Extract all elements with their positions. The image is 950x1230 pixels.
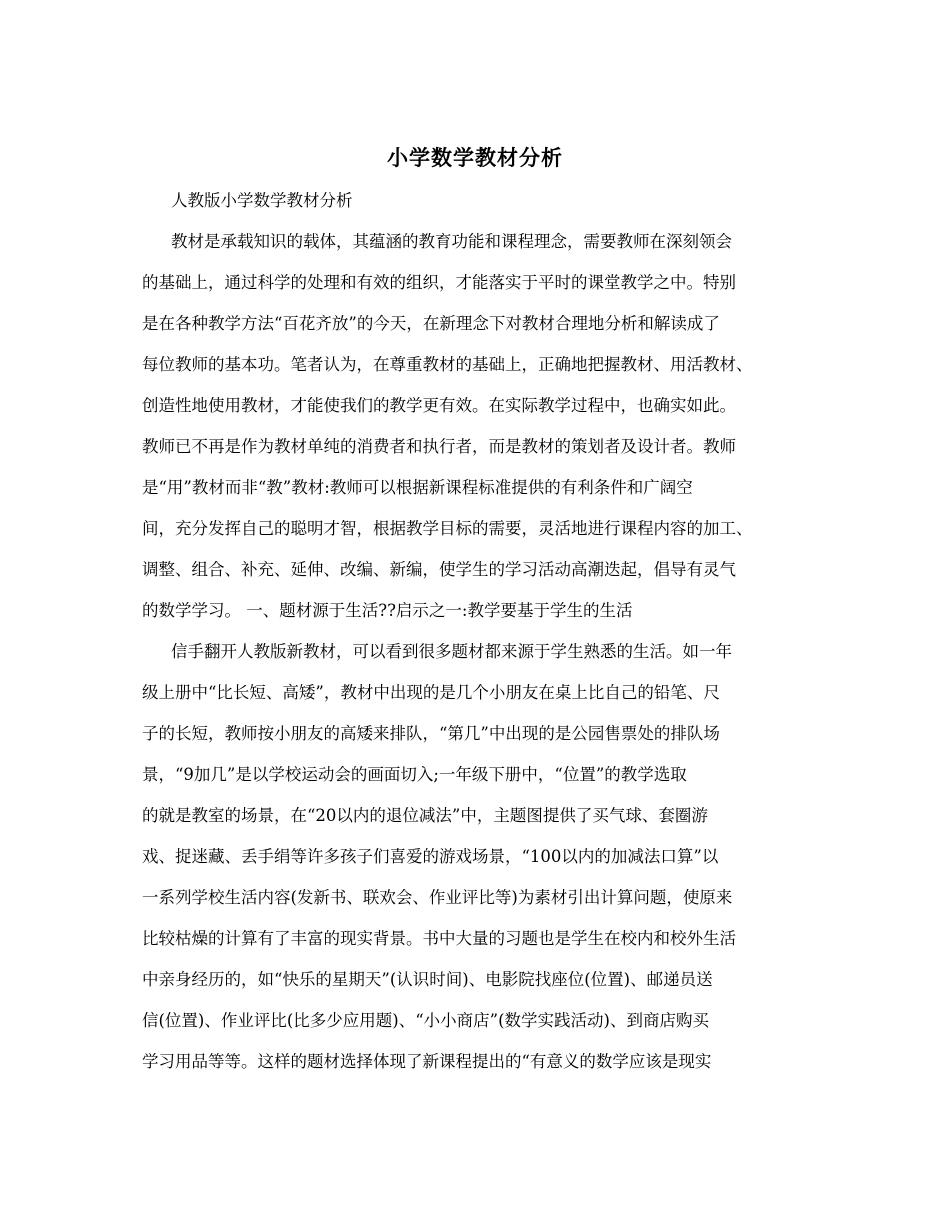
paragraph-line: 一系列学校生活内容(发新书、联欢会、作业评比等)为素材引出计算问题，使原来 (142, 888, 733, 907)
paragraph-line: 的就是教室的场景，在“20以内的退位减法”中，主题图提供了买气球、套圈游 (142, 806, 708, 825)
paragraph-line: 创造性地使用教材，才能使我们的教学更有效。在实际教学过程中，也确实如此。 (142, 396, 736, 415)
paragraph-line: 信(位置)、作业评比(比多少应用题)、“小小商店”(数学实践活动)、到商店购买 (142, 1011, 709, 1030)
paragraph-line: 教材是承载知识的载体，其蕴涵的教育功能和课程理念，需要教师在深刻领会 (171, 232, 732, 251)
paragraph-line: 信手翻开人教版新教材，可以看到很多题材都来源于学生熟悉的生活。如一年 (171, 642, 732, 661)
paragraph-line: 是“用”教材而非“教”教材:教师可以根据新课程标准提供的有利条件和广阔空 (142, 478, 693, 497)
paragraph-line: 戏、捉迷藏、丢手绢等许多孩子们喜爱的游戏场景，“100以内的加减法口算”以 (142, 847, 719, 866)
paragraph-line: 景，“9加几”是以学校运动会的画面切入;一年级下册中，“位置”的教学选取 (142, 765, 687, 784)
paragraph-line: 调整、组合、补充、延伸、改编、新编，使学生的学习活动高潮迭起，倡导有灵气 (142, 560, 736, 579)
paragraph-line: 每位教师的基本功。笔者认为，在尊重教材的基础上，正确地把握教材、用活教材、 (142, 355, 753, 374)
paragraph-line: 子的长短，教师按小朋友的高矮来排队，“第几”中出现的是公园售票处的排队场 (142, 724, 720, 743)
paragraph-line: 是在各种教学方法“百花齐放”的今天，在新理念下对教材合理地分析和解读成了 (142, 314, 720, 333)
paragraph-line: 学习用品等等。这样的题材选择体现了新课程提出的“有意义的数学应该是现实 (142, 1052, 712, 1071)
paragraph-line: 间，充分发挥自己的聪明才智，根据教学目标的需要，灵活地进行课程内容的加工、 (142, 519, 753, 538)
paragraph-line: 的基础上，通过科学的处理和有效的组织，才能落实于平时的课堂教学之中。特别 (142, 273, 736, 292)
paragraph-line: 教师已不再是作为教材单纯的消费者和执行者，而是教材的策划者及设计者。教师 (142, 437, 736, 456)
paragraph-line: 级上册中“比长短、高矮”，教材中出现的是几个小朋友在桌上比自己的铅笔、尺 (142, 683, 720, 702)
document-subtitle: 人教版小学数学教材分析 (171, 191, 353, 210)
paragraph-line: 中亲身经历的，如“快乐的星期天”(认识时间)、电影院找座位(位置)、邮递员送 (142, 970, 713, 989)
paragraph-line: 比较枯燥的计算有了丰富的现实背景。书中大量的习题也是学生在校内和校外生活 (142, 929, 736, 948)
document-title: 小学数学教材分析 (387, 145, 563, 170)
paragraph-line: 的数学学习。 一、题材源于生活??启示之一:教学要基于学生的生活 (142, 601, 633, 620)
